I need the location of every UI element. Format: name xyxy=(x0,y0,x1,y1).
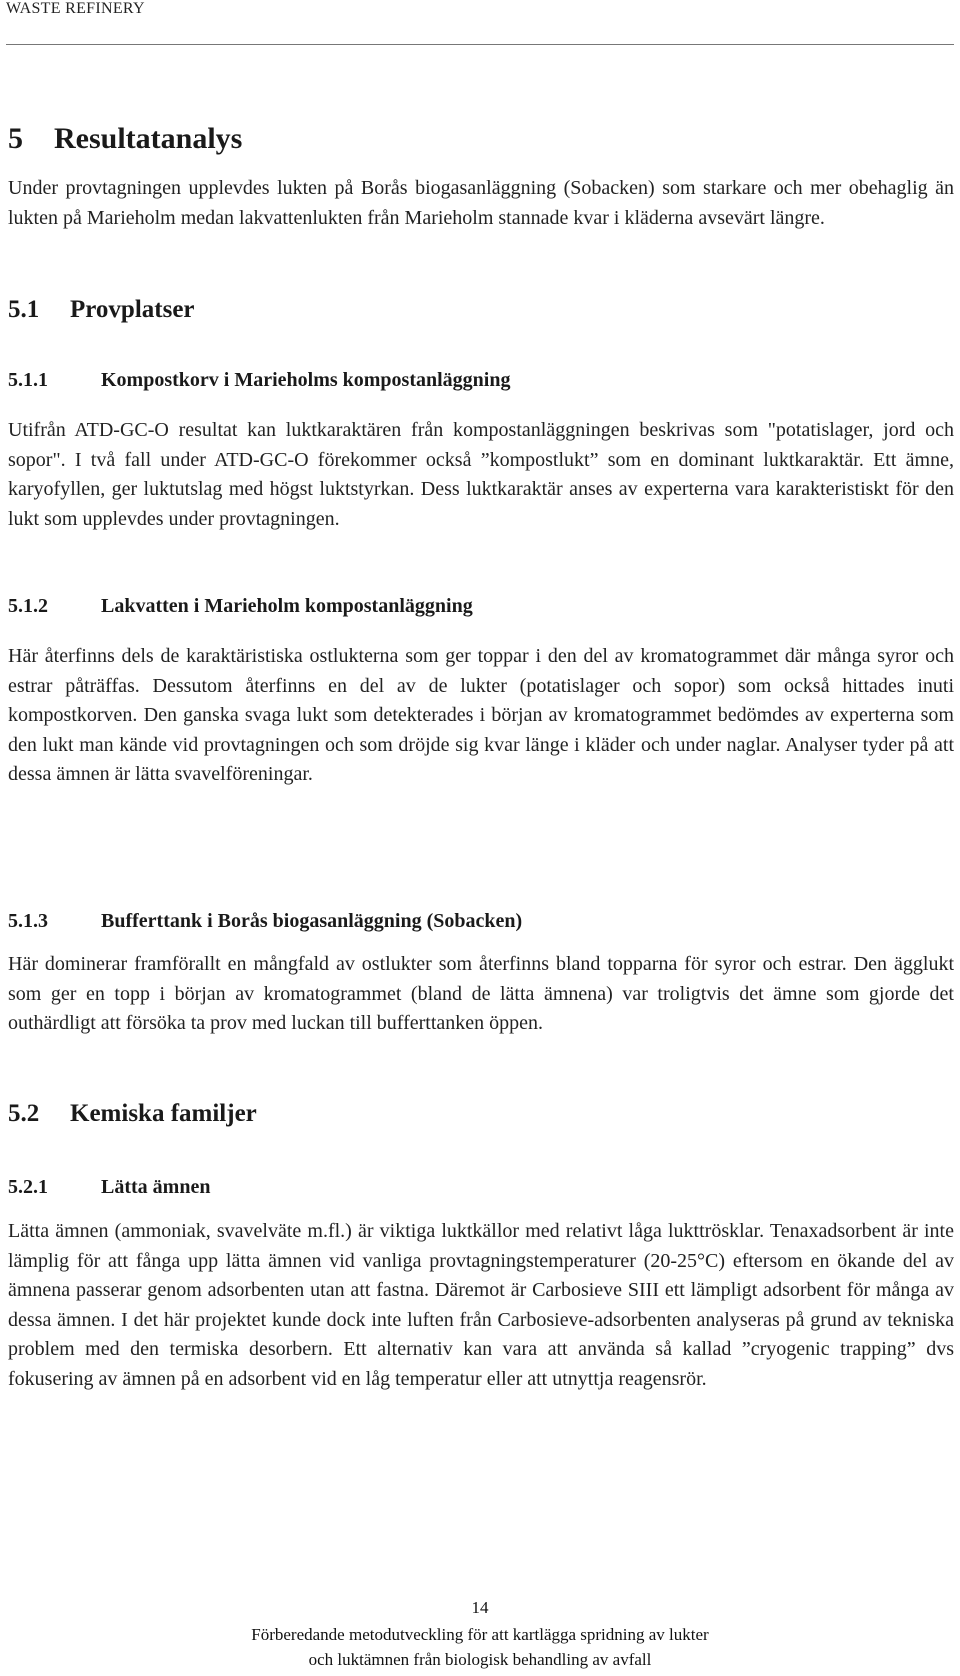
section-number: 5.1.2 xyxy=(8,595,48,617)
section-heading-5 xyxy=(8,122,242,156)
section-title: Kemiska familjer xyxy=(70,1100,257,1127)
section-number: 5.2 xyxy=(8,1100,40,1127)
section-heading-5-1-3 xyxy=(8,910,522,933)
section-heading-5-1-2 xyxy=(8,595,473,618)
page-number: 14 xyxy=(471,1598,489,1617)
footer-line-1: Förberedande metodutveckling för att kartlägga spridning av lukter xyxy=(251,1625,709,1644)
paragraph-5-1-3: Här dominerar framförallt en mångfald av ostlukter som återfinns bland topparna för syror och estrar. Den ägglukt som ger en topp i början av kromatogrammet (bland de lätta ämnena) var troligtvis det ämne som gjorde det outhärdligt att försöka ta prov med luckan till bufferttanken öppen. xyxy=(8,953,954,1035)
section-number: 5.1.1 xyxy=(8,369,48,391)
section-number: 5 xyxy=(8,122,23,155)
page-header xyxy=(6,0,954,45)
section-title: Kompostkorv i Marieholms kompostanläggning xyxy=(101,369,511,391)
section-title: Resultatanalys xyxy=(54,122,243,155)
header-title: WASTE REFINERY xyxy=(6,0,145,17)
section-number: 5.1 xyxy=(8,296,40,323)
section-heading-5-1 xyxy=(8,296,195,324)
footer-line-2: och luktämnen från biologisk behandling av avfall xyxy=(308,1650,652,1669)
section-number: 5.2.1 xyxy=(8,1176,48,1198)
section-heading-5-2 xyxy=(8,1100,257,1128)
section-title: Lakvatten i Marieholm kompostanläggning xyxy=(101,595,473,617)
section-number: 5.1.3 xyxy=(8,910,48,932)
paragraph-5-1-2: Här återfinns dels de karaktäristiska ostlukterna som ger toppar i den del av kromatogrammet där många syror och estrar påträffas. Dessutom återfinns en del av de lukter (potatislager och sopor) som också hittades inuti kompostkorven. Den ganska svaga lukt som detekterades i början av kromatogrammet bedömdes av experterna som den lukt man kände vid provtagningen och som dröjde sig kvar länge i kläder och under naglar. Analyser tyder på att dessa ämnen är lätta svavelföreningar. xyxy=(8,645,954,786)
section-title: Provplatser xyxy=(70,296,195,323)
section-title: Lätta ämnen xyxy=(101,1176,211,1198)
section-heading-5-1-1 xyxy=(8,369,510,392)
section-intro-paragraph: Under provtagningen upplevdes lukten på Borås biogasanläggning (Sobacken) som starkare och mer obehaglig än lukten på Marieholm medan lakvattenlukten från Marieholm stannade kvar i kläderna avsevärt längre. xyxy=(8,177,954,229)
section-heading-5-2-1 xyxy=(8,1176,210,1199)
paragraph-5-2-1: Lätta ämnen (ammoniak, svavelväte m.fl.) är viktiga luktkällor med relativt låga lukttrösklar. Tenaxadsorbent är inte lämplig för att fånga upp lätta ämnen vid vanliga provtagningstemperaturer (20-25°C) eftersom en ökande del av ämnena passerar genom adsorbenten utan att fastna. Däremot är Carbosieve SIII ett lämpligt adsorbent för många av dessa ämnen. I det här projektet kunde dock inte luften från Carbosieve-adsorbenten analyseras på grund av tekniska problem med den termiska desorbern. Ett alternativ kan vara att använda så kallad ”cryogenic trapping” dvs fokusering av ämnen på en adsorbent vid en låg temperatur eller att utnyttja reagensrör. xyxy=(8,1220,954,1390)
paragraph-5-1-1: Utifrån ATD-GC-O resultat kan luktkaraktären från kompostanläggningen beskrivas som "potatislager, jord och sopor". I två fall under ATD-GC-O förekommer också ”kompostlukt” som en dominant luktkaraktär. Ett ämne, karyofyllen, ger luktutslag med högst luktstyrkan. Dess luktkaraktär anses av experterna vara karakteristiskt för den lukt som upplevdes under provtagningen. xyxy=(8,419,954,530)
section-title: Bufferttank i Borås biogasanläggning (Sobacken) xyxy=(101,910,523,932)
